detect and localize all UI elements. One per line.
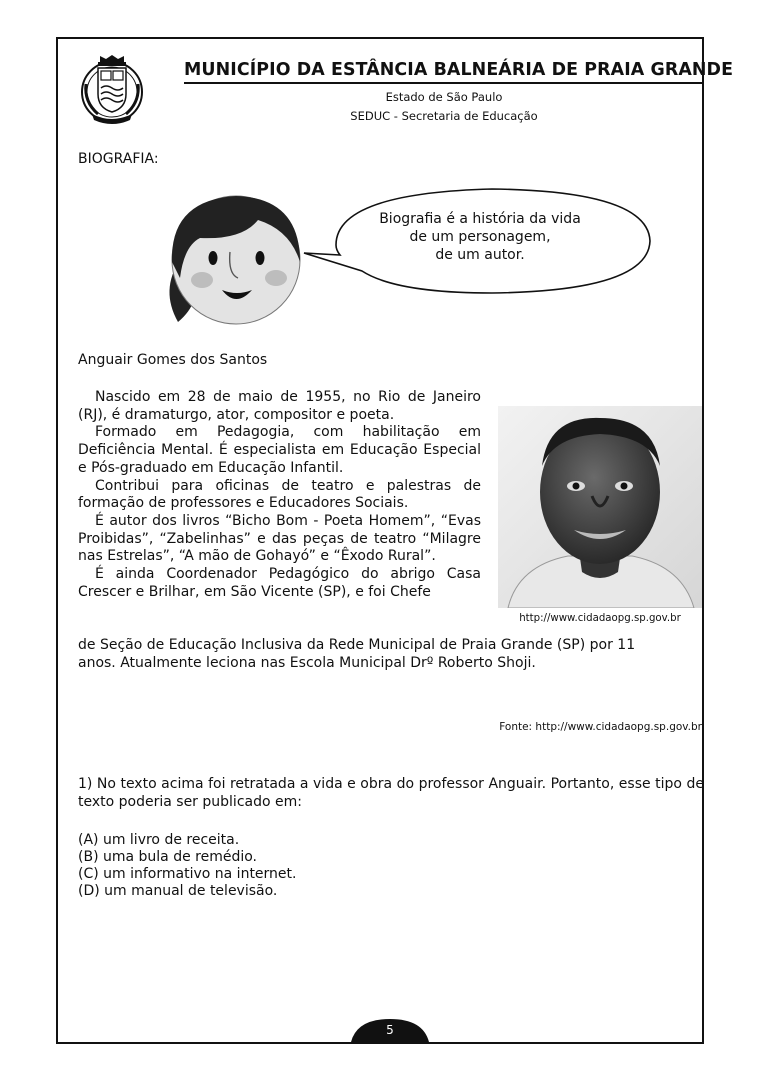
bio-line: anos. Atualmente leciona nas Escola Municipal Drº Roberto Shoji.	[78, 654, 536, 671]
answer-option-d: (D) um manual de televisão.	[78, 883, 278, 899]
speech-bubble-line: Biografia é a história da vida	[379, 211, 581, 227]
biography-text	[78, 389, 481, 601]
speech-bubble-line: de um autor.	[435, 247, 525, 263]
page-number: 5	[386, 1023, 394, 1037]
bio-paragraph: É ainda Coordenador Pedagógico do abrigo Casa Crescer e Brilhar, em São Vicente (SP), e foi Chefe	[78, 566, 481, 600]
question-text: 1) No texto acima foi retratada a vida e obra do professor Anguair. Portanto, esse tipo de texto poderia ser publicado em:	[78, 776, 704, 810]
girl-illustration	[150, 190, 305, 330]
person-name: Anguair Gomes dos Santos	[78, 352, 268, 368]
title-underline	[184, 82, 704, 84]
section-label: BIOGRAFIA:	[78, 151, 159, 167]
answer-option-c: (C) um informativo na internet.	[78, 866, 297, 882]
answer-option-b: (B) uma bula de remédio.	[78, 849, 258, 865]
bio-paragraph: Contribui para oficinas de teatro e palestras de formação de professores e Educadores Sociais.	[78, 477, 481, 512]
answer-option-a: (A) um livro de receita.	[78, 832, 240, 848]
state-subtitle: Estado de São Paulo	[385, 90, 503, 104]
speech-bubble-line: de um personagem,	[409, 229, 551, 245]
bio-line: de Seção de Educação Inclusiva da Rede Municipal de Praia Grande (SP) por 11	[78, 637, 636, 653]
municipal-crest-icon	[78, 54, 146, 124]
photo-caption: http://www.cidadaopg.sp.gov.br	[519, 613, 681, 624]
department-subtitle: SEDUC - Secretaria de Educação	[350, 109, 538, 123]
source-citation: Fonte: http://www.cidadaopg.sp.gov.br	[499, 721, 702, 733]
portrait-photo	[498, 406, 702, 608]
bio-paragraph: Nascido em 28 de maio de 1955, no Rio de Janeiro (RJ), é dramaturgo, ator, compositor e poeta.	[78, 389, 481, 423]
speech-bubble-text	[330, 210, 630, 264]
page-title: MUNICÍPIO DA ESTÂNCIA BALNEÁRIA DE PRAIA GRANDE	[184, 60, 734, 80]
biography-text-continued	[78, 637, 708, 672]
answer-options	[78, 832, 296, 900]
bio-paragraph: Formado em Pedagogia, com habilitação em Deficiência Mental. É especialista em Educação Especial e Pós-graduado em Educação Infantil.	[78, 424, 481, 476]
bio-paragraph: É autor dos livros “Bicho Bom - Poeta Homem”, “Evas Proibidas”, “Zabelinhas” e das peças de teatro “Milagre nas Estrelas”, “A mão de Gohayó” e “Êxodo Rural”.	[78, 512, 481, 565]
